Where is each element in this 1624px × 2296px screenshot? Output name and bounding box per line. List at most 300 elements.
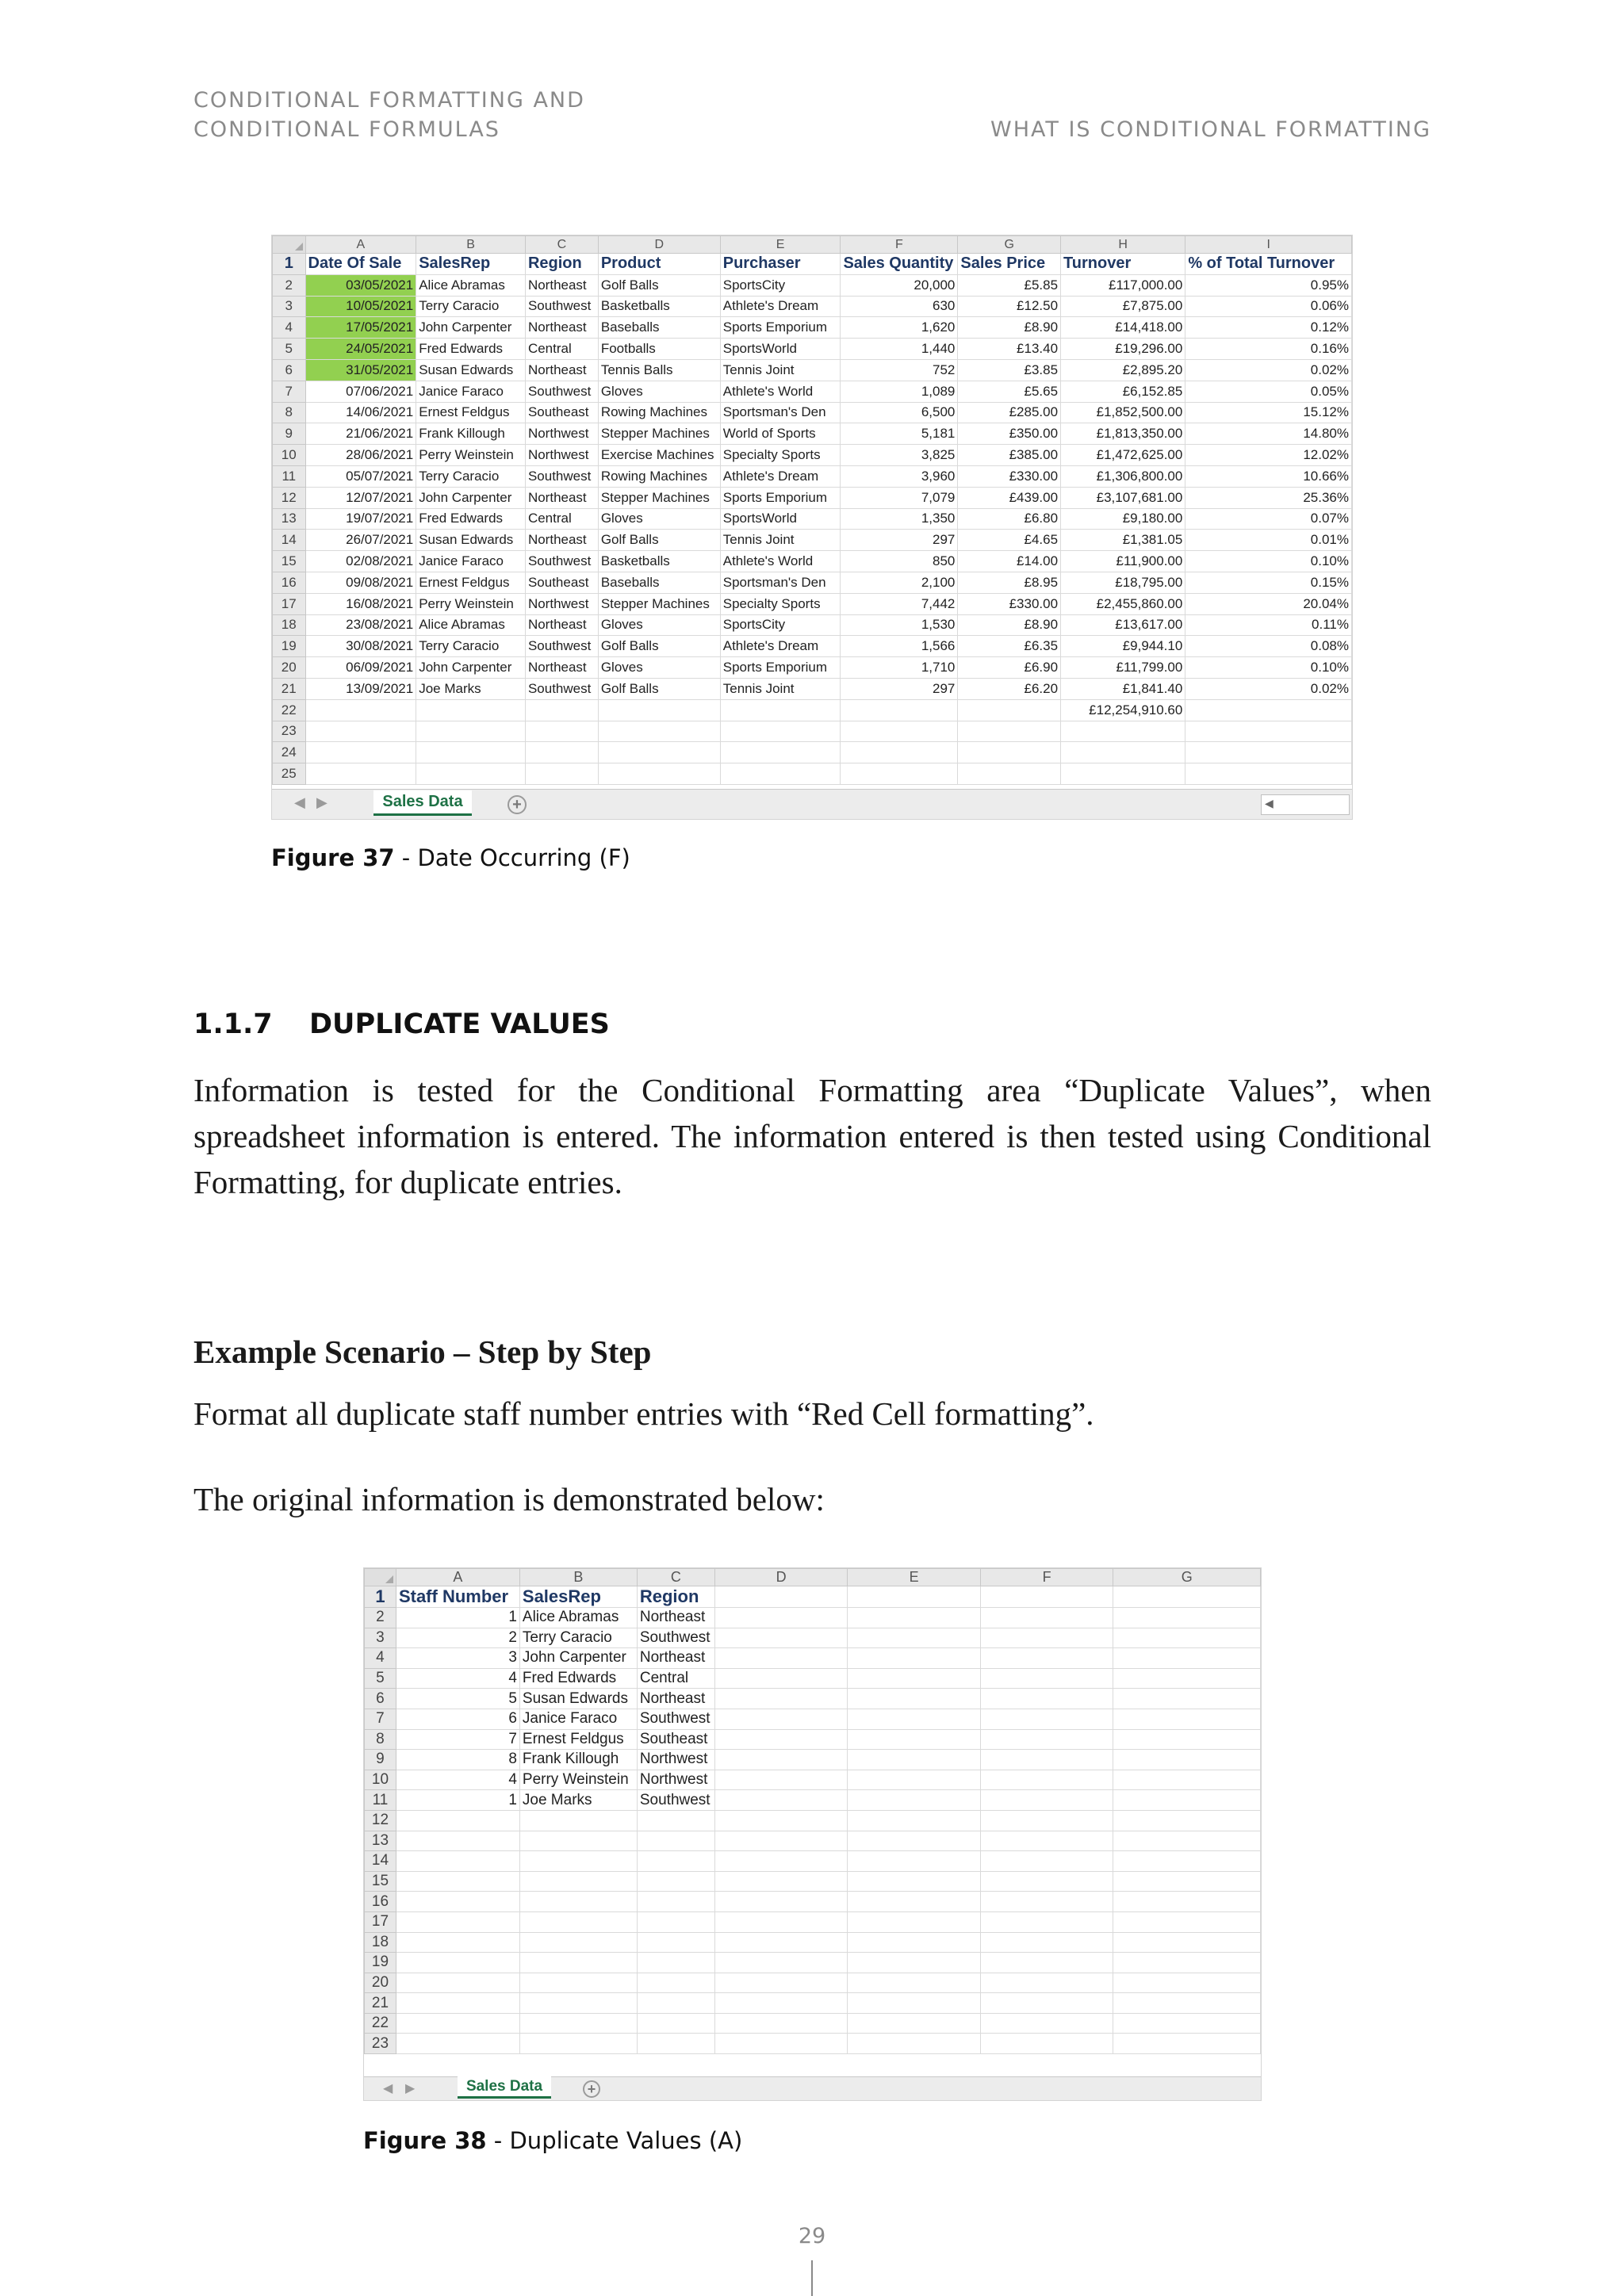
cell[interactable]: [396, 1993, 519, 2014]
cell[interactable]: [848, 1770, 981, 1790]
row-header[interactable]: 5: [273, 339, 306, 360]
cell[interactable]: Alice Abramas: [416, 614, 526, 636]
cell[interactable]: Susan Edwards: [416, 359, 526, 381]
row-header[interactable]: 12: [365, 1810, 396, 1831]
cell[interactable]: John Carpenter: [519, 1648, 637, 1669]
cell[interactable]: £9,180.00: [1061, 508, 1185, 530]
cell[interactable]: [1113, 1831, 1261, 1851]
cell[interactable]: 10/05/2021: [305, 296, 416, 317]
cell[interactable]: £11,799.00: [1061, 657, 1185, 679]
cell[interactable]: [1113, 1871, 1261, 1892]
cell[interactable]: 0.10%: [1185, 551, 1352, 572]
cell[interactable]: John Carpenter: [416, 487, 526, 508]
cell[interactable]: [519, 1911, 637, 1932]
cell[interactable]: 26/07/2021: [305, 530, 416, 551]
cell[interactable]: Tennis Joint: [720, 530, 841, 551]
row-header[interactable]: 11: [365, 1790, 396, 1811]
cell[interactable]: Sportsman's Den: [720, 572, 841, 593]
cell[interactable]: World of Sports: [720, 423, 841, 445]
cell[interactable]: [525, 699, 598, 721]
cell[interactable]: 0.06%: [1185, 296, 1352, 317]
cell[interactable]: Terry Caracio: [519, 1628, 637, 1648]
column-header-c[interactable]: C: [525, 236, 598, 254]
cell[interactable]: Tennis Balls: [598, 359, 720, 381]
cell[interactable]: [1185, 763, 1352, 785]
header-cell[interactable]: SalesRep: [519, 1586, 637, 1608]
cell[interactable]: [416, 742, 526, 763]
cell[interactable]: [598, 721, 720, 742]
cell[interactable]: Perry Weinstein: [519, 1770, 637, 1790]
cell[interactable]: [714, 1810, 848, 1831]
cell[interactable]: 12.02%: [1185, 445, 1352, 466]
cell[interactable]: [637, 2034, 714, 2054]
cell[interactable]: £7,875.00: [1061, 296, 1185, 317]
cell[interactable]: Central: [525, 339, 598, 360]
cell[interactable]: 2: [396, 1628, 519, 1648]
cell[interactable]: 0.07%: [1185, 508, 1352, 530]
cell[interactable]: Northwest: [525, 593, 598, 614]
header-cell[interactable]: Date Of Sale: [305, 254, 416, 275]
cell[interactable]: 7,442: [841, 593, 958, 614]
cell[interactable]: [519, 1871, 637, 1892]
cell[interactable]: Southwest: [525, 465, 598, 487]
cell[interactable]: 1: [396, 1790, 519, 1811]
cell[interactable]: Janice Faraco: [519, 1709, 637, 1729]
cell[interactable]: £330.00: [958, 593, 1061, 614]
cell[interactable]: Central: [637, 1668, 714, 1689]
cell[interactable]: [714, 1973, 848, 1993]
cell[interactable]: [980, 1831, 1113, 1851]
row-header[interactable]: 1: [273, 254, 306, 275]
row-header[interactable]: 18: [273, 614, 306, 636]
cell[interactable]: Northwest: [637, 1770, 714, 1790]
cell[interactable]: [848, 1871, 981, 1892]
cell[interactable]: £285.00: [958, 402, 1061, 423]
cell[interactable]: [396, 2013, 519, 2034]
cell[interactable]: Exercise Machines: [598, 445, 720, 466]
cell[interactable]: [1113, 1892, 1261, 1912]
sheet-tab-sales-data[interactable]: Sales Data: [373, 790, 472, 816]
cell[interactable]: [980, 1973, 1113, 1993]
cell[interactable]: Athlete's World: [720, 381, 841, 402]
cell[interactable]: £3.85: [958, 359, 1061, 381]
cell[interactable]: 0.01%: [1185, 530, 1352, 551]
cell[interactable]: Southwest: [637, 1709, 714, 1729]
cell[interactable]: [1113, 1993, 1261, 2014]
row-header[interactable]: 20: [365, 1973, 396, 1993]
cell[interactable]: [980, 1932, 1113, 1953]
cell[interactable]: [519, 2034, 637, 2054]
cell[interactable]: [1061, 742, 1185, 763]
cell[interactable]: £6,152.85: [1061, 381, 1185, 402]
cell[interactable]: £5.65: [958, 381, 1061, 402]
cell[interactable]: Northwest: [525, 445, 598, 466]
row-header[interactable]: 24: [273, 742, 306, 763]
cell[interactable]: [1113, 1689, 1261, 1709]
row-header[interactable]: 16: [365, 1892, 396, 1912]
cell[interactable]: [519, 1810, 637, 1831]
cell[interactable]: [305, 721, 416, 742]
row-header[interactable]: 6: [365, 1689, 396, 1709]
cell[interactable]: Ernest Feldgus: [416, 572, 526, 593]
cell[interactable]: [396, 1810, 519, 1831]
cell[interactable]: Athlete's Dream: [720, 296, 841, 317]
cell[interactable]: [714, 1851, 848, 1872]
cell[interactable]: 0.11%: [1185, 614, 1352, 636]
cell[interactable]: £8.90: [958, 614, 1061, 636]
tab-scroll-left-icon[interactable]: ◀: [294, 794, 305, 810]
cell[interactable]: 02/08/2021: [305, 551, 416, 572]
cell[interactable]: 14.80%: [1185, 423, 1352, 445]
cell[interactable]: £117,000.00: [1061, 274, 1185, 296]
cell[interactable]: Fred Edwards: [416, 339, 526, 360]
header-cell[interactable]: Region: [525, 254, 598, 275]
cell[interactable]: [714, 1911, 848, 1932]
cell[interactable]: Sports Emporium: [720, 317, 841, 339]
cell[interactable]: [396, 1932, 519, 1953]
cell[interactable]: 6,500: [841, 402, 958, 423]
cell[interactable]: 1,530: [841, 614, 958, 636]
column-header-e[interactable]: E: [848, 1569, 981, 1586]
cell[interactable]: [1061, 721, 1185, 742]
cell[interactable]: [637, 1892, 714, 1912]
cell[interactable]: [958, 742, 1061, 763]
cell[interactable]: 19/07/2021: [305, 508, 416, 530]
cell[interactable]: [980, 1586, 1113, 1608]
cell[interactable]: [980, 1709, 1113, 1729]
cell[interactable]: [637, 1993, 714, 2014]
cell[interactable]: Athlete's Dream: [720, 636, 841, 657]
cell[interactable]: Ernest Feldgus: [519, 1729, 637, 1750]
cell[interactable]: [637, 1953, 714, 1973]
cell[interactable]: Terry Caracio: [416, 636, 526, 657]
cell[interactable]: Southeast: [637, 1729, 714, 1750]
column-header-f[interactable]: F: [841, 236, 958, 254]
cell[interactable]: [848, 1911, 981, 1932]
cell[interactable]: Frank Killough: [519, 1750, 637, 1770]
cell[interactable]: Northeast: [525, 530, 598, 551]
cell[interactable]: [848, 1810, 981, 1831]
cell[interactable]: [848, 1608, 981, 1628]
cell[interactable]: 4: [396, 1668, 519, 1689]
column-header-d[interactable]: D: [598, 236, 720, 254]
cell[interactable]: [980, 1770, 1113, 1790]
cell[interactable]: Susan Edwards: [519, 1689, 637, 1709]
cell[interactable]: £350.00: [958, 423, 1061, 445]
cell[interactable]: [848, 1790, 981, 1811]
cell[interactable]: 0.02%: [1185, 678, 1352, 699]
cell[interactable]: [396, 1892, 519, 1912]
cell[interactable]: [598, 763, 720, 785]
row-header[interactable]: 23: [365, 2034, 396, 2054]
cell[interactable]: [598, 699, 720, 721]
cell[interactable]: 0.12%: [1185, 317, 1352, 339]
cell[interactable]: Southeast: [525, 402, 598, 423]
header-cell[interactable]: Region: [637, 1586, 714, 1608]
cell[interactable]: Sports Emporium: [720, 487, 841, 508]
cell[interactable]: 17/05/2021: [305, 317, 416, 339]
cell[interactable]: Alice Abramas: [416, 274, 526, 296]
cell[interactable]: 3,825: [841, 445, 958, 466]
cell[interactable]: [720, 699, 841, 721]
column-header-a[interactable]: A: [396, 1569, 519, 1586]
cell[interactable]: 5,181: [841, 423, 958, 445]
cell[interactable]: Stepper Machines: [598, 423, 720, 445]
cell[interactable]: [416, 763, 526, 785]
cell[interactable]: [848, 1628, 981, 1648]
cell[interactable]: [519, 1892, 637, 1912]
cell[interactable]: [1113, 2013, 1261, 2034]
cell[interactable]: [714, 1953, 848, 1973]
cell[interactable]: £14.00: [958, 551, 1061, 572]
cell[interactable]: [848, 2013, 981, 2034]
header-cell[interactable]: Sales Price: [958, 254, 1061, 275]
cell[interactable]: [714, 1871, 848, 1892]
cell[interactable]: [848, 1892, 981, 1912]
cell[interactable]: John Carpenter: [416, 317, 526, 339]
cell[interactable]: Baseballs: [598, 572, 720, 593]
tab-scroll-left-icon[interactable]: ◀: [383, 2082, 393, 2095]
cell[interactable]: 1,089: [841, 381, 958, 402]
cell[interactable]: [714, 1770, 848, 1790]
row-header[interactable]: 3: [273, 296, 306, 317]
row-header[interactable]: 23: [273, 721, 306, 742]
cell[interactable]: 13/09/2021: [305, 678, 416, 699]
cell[interactable]: Stepper Machines: [598, 593, 720, 614]
cell[interactable]: Northeast: [525, 657, 598, 679]
cell[interactable]: Southwest: [525, 636, 598, 657]
cell[interactable]: Footballs: [598, 339, 720, 360]
cell[interactable]: [848, 1953, 981, 1973]
cell[interactable]: £2,895.20: [1061, 359, 1185, 381]
cell[interactable]: [841, 763, 958, 785]
cell[interactable]: [637, 1871, 714, 1892]
cell[interactable]: [980, 1911, 1113, 1932]
cell[interactable]: [848, 1668, 981, 1689]
cell[interactable]: 4: [396, 1770, 519, 1790]
cell[interactable]: Golf Balls: [598, 678, 720, 699]
cell[interactable]: £6.80: [958, 508, 1061, 530]
cell[interactable]: 06/09/2021: [305, 657, 416, 679]
cell[interactable]: [714, 1628, 848, 1648]
cell[interactable]: [305, 742, 416, 763]
cell[interactable]: [848, 1586, 981, 1608]
cell[interactable]: [519, 2013, 637, 2034]
tab-scroll-right-icon[interactable]: ▶: [405, 2082, 416, 2095]
cell[interactable]: 0.15%: [1185, 572, 1352, 593]
cell[interactable]: Tennis Joint: [720, 678, 841, 699]
add-sheet-icon[interactable]: +: [508, 795, 527, 814]
header-cell[interactable]: Purchaser: [720, 254, 841, 275]
cell[interactable]: Gloves: [598, 614, 720, 636]
cell[interactable]: Golf Balls: [598, 530, 720, 551]
cell[interactable]: 5: [396, 1689, 519, 1709]
cell[interactable]: Fred Edwards: [416, 508, 526, 530]
cell[interactable]: [1113, 1810, 1261, 1831]
row-header[interactable]: 16: [273, 572, 306, 593]
cell[interactable]: £6.35: [958, 636, 1061, 657]
row-header[interactable]: 21: [273, 678, 306, 699]
cell[interactable]: £11,900.00: [1061, 551, 1185, 572]
cell[interactable]: Terry Caracio: [416, 296, 526, 317]
cell[interactable]: [519, 1851, 637, 1872]
cell[interactable]: [525, 721, 598, 742]
cell[interactable]: Fred Edwards: [519, 1668, 637, 1689]
cell[interactable]: [519, 1953, 637, 1973]
column-header-b[interactable]: B: [416, 236, 526, 254]
cell[interactable]: Central: [525, 508, 598, 530]
cell[interactable]: 0.95%: [1185, 274, 1352, 296]
cell[interactable]: [848, 1648, 981, 1669]
cell[interactable]: [980, 1750, 1113, 1770]
cell[interactable]: [980, 1953, 1113, 1973]
cell[interactable]: 10.66%: [1185, 465, 1352, 487]
cell[interactable]: [637, 1973, 714, 1993]
cell[interactable]: Rowing Machines: [598, 465, 720, 487]
cell[interactable]: [637, 1932, 714, 1953]
cell[interactable]: Specialty Sports: [720, 445, 841, 466]
header-cell[interactable]: Staff Number: [396, 1586, 519, 1608]
cell[interactable]: 7,079: [841, 487, 958, 508]
cell[interactable]: 20.04%: [1185, 593, 1352, 614]
cell[interactable]: [980, 1892, 1113, 1912]
cell[interactable]: [714, 1993, 848, 2014]
cell[interactable]: 12/07/2021: [305, 487, 416, 508]
cell[interactable]: 25.36%: [1185, 487, 1352, 508]
column-header-i[interactable]: I: [1185, 236, 1352, 254]
cell[interactable]: [1113, 1586, 1261, 1608]
cell[interactable]: £330.00: [958, 465, 1061, 487]
cell[interactable]: [714, 1689, 848, 1709]
cell[interactable]: £1,306,800.00: [1061, 465, 1185, 487]
cell[interactable]: [1113, 1973, 1261, 1993]
cell[interactable]: [980, 1608, 1113, 1628]
cell[interactable]: Athlete's Dream: [720, 465, 841, 487]
cell[interactable]: 0.16%: [1185, 339, 1352, 360]
cell[interactable]: [958, 699, 1061, 721]
select-all-corner[interactable]: [365, 1569, 396, 1586]
cell[interactable]: [1113, 1709, 1261, 1729]
cell[interactable]: [1113, 1851, 1261, 1872]
cell[interactable]: 0.10%: [1185, 657, 1352, 679]
cell[interactable]: [848, 1851, 981, 1872]
cell[interactable]: 1,440: [841, 339, 958, 360]
row-header[interactable]: 2: [273, 274, 306, 296]
row-header[interactable]: 1: [365, 1586, 396, 1608]
cell[interactable]: £1,841.40: [1061, 678, 1185, 699]
cell[interactable]: 297: [841, 678, 958, 699]
cell[interactable]: 28/06/2021: [305, 445, 416, 466]
cell[interactable]: 1,566: [841, 636, 958, 657]
cell[interactable]: [720, 763, 841, 785]
cell[interactable]: [519, 1932, 637, 1953]
column-header-a[interactable]: A: [305, 236, 416, 254]
cell[interactable]: Perry Weinstein: [416, 445, 526, 466]
cell[interactable]: [305, 699, 416, 721]
cell[interactable]: [848, 2034, 981, 2054]
cell[interactable]: Baseballs: [598, 317, 720, 339]
cell[interactable]: Frank Killough: [416, 423, 526, 445]
cell[interactable]: [637, 2013, 714, 2034]
row-header[interactable]: 25: [273, 763, 306, 785]
cell[interactable]: [525, 742, 598, 763]
cell[interactable]: [980, 1851, 1113, 1872]
row-header[interactable]: 20: [273, 657, 306, 679]
cell[interactable]: Sports Emporium: [720, 657, 841, 679]
cell[interactable]: [848, 1831, 981, 1851]
cell[interactable]: [396, 1973, 519, 1993]
cell[interactable]: [958, 763, 1061, 785]
cell[interactable]: Ernest Feldgus: [416, 402, 526, 423]
cell[interactable]: Janice Faraco: [416, 381, 526, 402]
cell[interactable]: [714, 1668, 848, 1689]
row-header[interactable]: 9: [365, 1750, 396, 1770]
cell[interactable]: Northeast: [637, 1608, 714, 1628]
cell[interactable]: Basketballs: [598, 551, 720, 572]
cell[interactable]: [1113, 2034, 1261, 2054]
row-header[interactable]: 4: [365, 1648, 396, 1669]
column-header-c[interactable]: C: [637, 1569, 714, 1586]
cell[interactable]: £6.20: [958, 678, 1061, 699]
cell[interactable]: 6: [396, 1709, 519, 1729]
cell[interactable]: [519, 1973, 637, 1993]
cell[interactable]: Basketballs: [598, 296, 720, 317]
cell[interactable]: [980, 1689, 1113, 1709]
cell[interactable]: [980, 1729, 1113, 1750]
cell[interactable]: £3,107,681.00: [1061, 487, 1185, 508]
cell[interactable]: [848, 1729, 981, 1750]
cell[interactable]: [519, 1831, 637, 1851]
cell[interactable]: Susan Edwards: [416, 530, 526, 551]
cell[interactable]: Northeast: [525, 317, 598, 339]
cell[interactable]: 3,960: [841, 465, 958, 487]
cell[interactable]: 297: [841, 530, 958, 551]
cell[interactable]: [396, 2034, 519, 2054]
row-header[interactable]: 14: [273, 530, 306, 551]
row-header[interactable]: 21: [365, 1993, 396, 2014]
cell[interactable]: [848, 1973, 981, 1993]
cell[interactable]: [980, 1648, 1113, 1669]
cell[interactable]: Southeast: [525, 572, 598, 593]
cell[interactable]: [848, 1750, 981, 1770]
row-header[interactable]: 13: [365, 1831, 396, 1851]
cell[interactable]: [1113, 1729, 1261, 1750]
cell[interactable]: [1113, 1911, 1261, 1932]
cell[interactable]: [1113, 1790, 1261, 1811]
cell[interactable]: Janice Faraco: [416, 551, 526, 572]
cell[interactable]: Joe Marks: [519, 1790, 637, 1811]
cell[interactable]: [714, 1729, 848, 1750]
cell[interactable]: John Carpenter: [416, 657, 526, 679]
cell[interactable]: Joe Marks: [416, 678, 526, 699]
cell[interactable]: 1,350: [841, 508, 958, 530]
header-cell[interactable]: Product: [598, 254, 720, 275]
cell[interactable]: [720, 721, 841, 742]
cell[interactable]: £5.85: [958, 274, 1061, 296]
cell[interactable]: Rowing Machines: [598, 402, 720, 423]
cell[interactable]: Southwest: [525, 678, 598, 699]
row-header[interactable]: 15: [365, 1871, 396, 1892]
cell[interactable]: [396, 1911, 519, 1932]
cell[interactable]: [396, 1953, 519, 1973]
cell[interactable]: SportsWorld: [720, 508, 841, 530]
cell[interactable]: Athlete's World: [720, 551, 841, 572]
row-header[interactable]: 18: [365, 1932, 396, 1953]
cell[interactable]: Southwest: [525, 381, 598, 402]
cell[interactable]: Northeast: [637, 1689, 714, 1709]
cell[interactable]: 15.12%: [1185, 402, 1352, 423]
row-header[interactable]: 17: [365, 1911, 396, 1932]
